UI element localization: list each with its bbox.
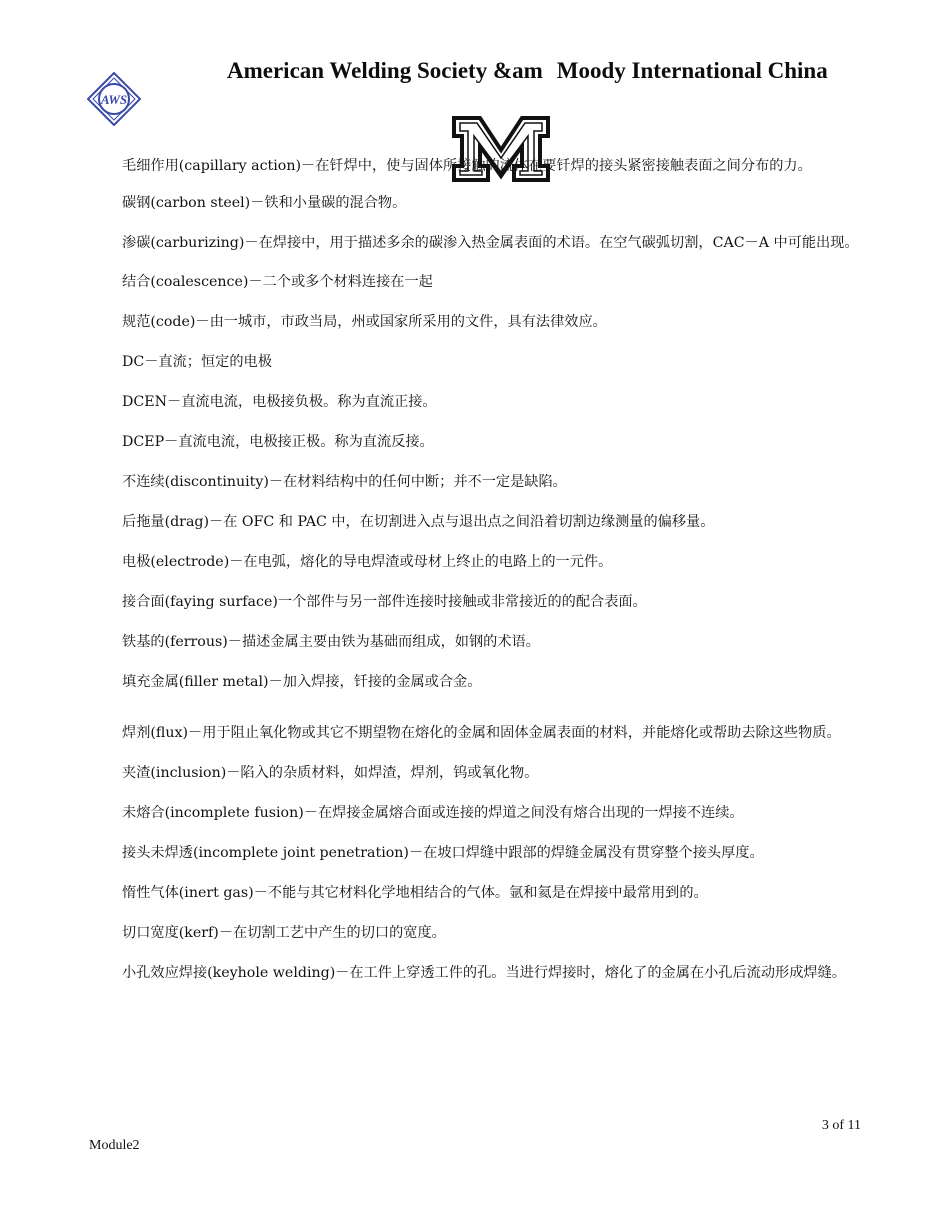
entry-flux: 焊剂(flux)－用于阻止氧化物或其它不期望物在熔化的金属和固体金属表面的材料，并能熔化或帮助去除这些物质。 bbox=[122, 725, 841, 741]
entry-ferrous: 铁基的(ferrous)－描述金属主要由铁为基础而组成，如钢的术语。 bbox=[122, 634, 540, 650]
entry-dcen: DCEN－直流电流，电极接负极。称为直流正接。 bbox=[122, 394, 437, 410]
entry-code: 规范(code)－由一城市，市政当局，州或国家所采用的文件，具有法律效应。 bbox=[122, 314, 607, 330]
entry-electrode: 电极(electrode)－在电弧，熔化的导电焊渣或母材上终止的电路上的一元件。 bbox=[122, 554, 613, 570]
entry-drag: 后拖量(drag)－在 OFC 和 PAC 中，在切割进入点与退出点之间沿着切割边缘测量的偏移量。 bbox=[122, 514, 715, 530]
entry-carburizing: 渗碳(carburizing)－在焊接中，用于描述多余的碳渗入热金属表面的术语。在空气碳弧切割，CAC－A 中可能出现。 bbox=[122, 235, 859, 251]
header-title bbox=[227, 58, 828, 84]
entry-discontinuity: 不连续(discontinuity)－在材料结构中的任何中断；并不一定是缺陷。 bbox=[122, 474, 567, 490]
entry-inclusion: 夹渣(inclusion)－陷入的杂质材料，如焊渣，焊剂，钨或氧化物。 bbox=[122, 765, 539, 781]
entry-dc: DC－直流；恒定的电极 bbox=[122, 354, 272, 370]
entry-dcep: DCEP－直流电流，电极接正极。称为直流反接。 bbox=[122, 434, 434, 450]
entry-incomplete-joint-penetration: 接头未焊透(incomplete joint penetration)－在坡口焊缝中跟部的焊缝金属没有贯穿整个接头厚度。 bbox=[122, 845, 764, 861]
entry-kerf: 切口宽度(kerf)－在切割工艺中产生的切口的宽度。 bbox=[122, 925, 446, 941]
entry-carbon-steel: 碳钢(carbon steel)－铁和小量碳的混合物。 bbox=[122, 195, 407, 211]
header-title-right: Moody International China bbox=[556, 58, 828, 83]
aws-logo-text: AWS bbox=[100, 92, 128, 107]
entry-inert-gas: 惰性气体(inert gas)－不能与其它材料化学地相结合的气体。氩和氦是在焊接中最常用到的。 bbox=[122, 885, 708, 901]
entry-filler-metal: 填充金属(filler metal)－加入焊接，钎接的金属或合金。 bbox=[122, 674, 482, 690]
glossary-content bbox=[90, 156, 865, 983]
entry-incomplete-fusion: 未熔合(incomplete fusion)－在焊接金属熔合面或连接的焊道之间没有熔合出现的一焊接不连续。 bbox=[122, 805, 744, 821]
entry-coalescence: 结合(coalescence)－二个或多个材料连接在一起 bbox=[122, 274, 433, 290]
page-number: 3 of 11 bbox=[821, 1118, 861, 1133]
entry-capillary-action: 毛细作用(capillary action)－在钎焊中，使与固体所接触的流体在要钎焊的接头紧密接触表面之间分布的力。 bbox=[122, 158, 812, 174]
aws-logo bbox=[87, 72, 141, 126]
header-title-left: American Welding Society &am bbox=[227, 58, 543, 83]
footer-module-label: Module2 bbox=[89, 1138, 140, 1153]
entry-faying-surface: 接合面(faying surface)一个部件与另一部件连接时接触或非常接近的的配合表面。 bbox=[122, 594, 647, 610]
entry-keyhole-welding: 小孔效应焊接(keyhole welding)－在工件上穿透工件的孔。当进行焊接时，熔化了的金属在小孔后流动形成焊缝。 bbox=[122, 965, 846, 981]
